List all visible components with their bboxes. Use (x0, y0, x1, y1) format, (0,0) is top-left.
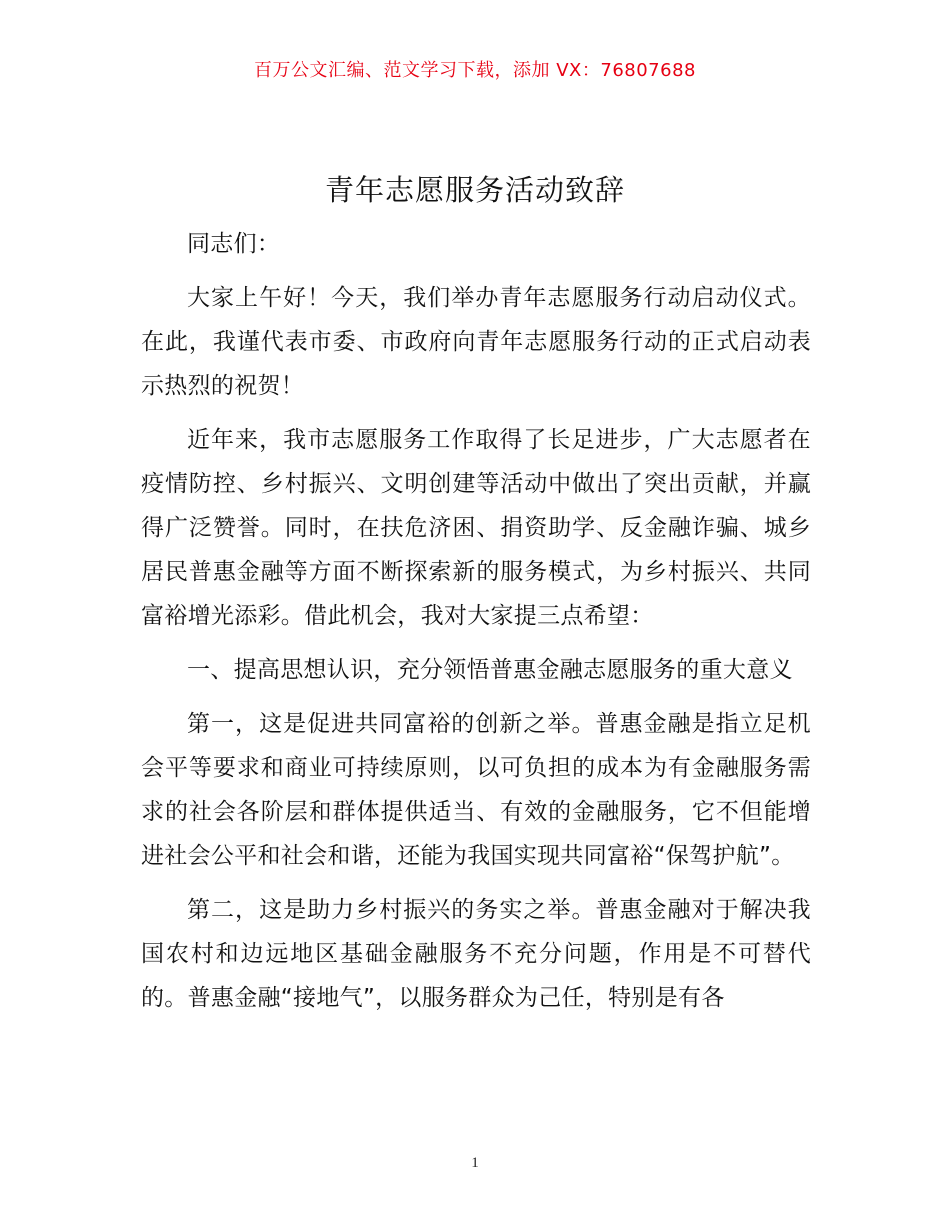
document-title: 青年志愿服务活动致辞 (324, 173, 625, 207)
page-number: 1 (471, 1155, 479, 1171)
salutation: 同志们： (187, 231, 281, 257)
document-body (141, 222, 811, 1030)
paragraph-second-point: 第二，这是助力乡村振兴的务实之举。普惠金融对于解决我国农村和边远地区基础金融服务不充分问题，作用是不可替代的。普惠金融“接地气”，以服务群众为己任，特别是有各 (141, 897, 811, 1011)
paragraph-achievements: 近年来，我市志愿服务工作取得了长足进步，广大志愿者在疫情防控、乡村振兴、文明创建等活动中做出了突出贡献，并赢得广泛赞誉。同时，在扶危济困、捐资助学、反金融诈骗、城乡居民普惠金融等方面不断探索新的服务模式，为乡村振兴、共同富裕增光添彩。借此机会，我对大家提三点希望： (141, 427, 811, 629)
header-banner: 百万公文汇编、范文学习下载，添加 VX：76807688 (254, 60, 696, 81)
paragraph-greeting: 大家上午好！今天，我们举办青年志愿服务行动启动仪式。在此，我谨代表市委、市政府向青年志愿服务行动的正式启动表示热烈的祝贺！ (141, 285, 811, 399)
paragraph-first-point: 第一，这是促进共同富裕的创新之举。普惠金融是指立足机会平等要求和商业可持续原则，以可负担的成本为有金融服务需求的社会各阶层和群体提供适当、有效的金融服务，它不但能增进社会公平和社会和谐，还能为我国实现共同富裕“保驾护航”。 (141, 711, 811, 869)
section-heading-1: 一、提高思想认识，充分领悟普惠金融志愿服务的重大意义 (187, 657, 793, 683)
